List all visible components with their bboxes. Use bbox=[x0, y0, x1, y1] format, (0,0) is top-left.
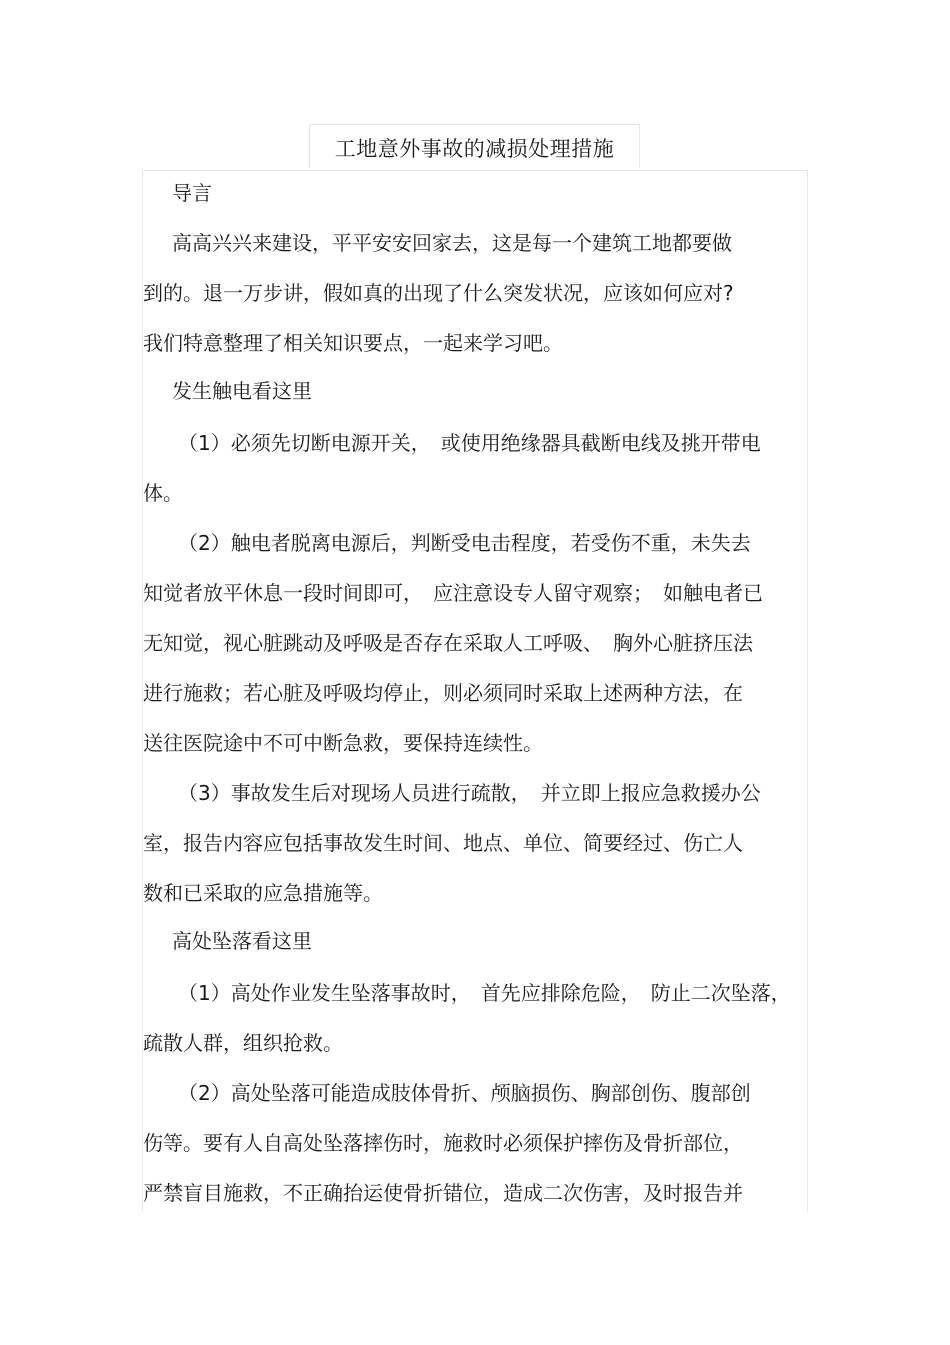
heading-electric-shock: 发生触电看这里 bbox=[172, 379, 312, 403]
paragraph-line: （2）触电者脱离电源后，判断受电击程度，若受伤不重，未失去 bbox=[178, 531, 751, 555]
heading-intro: 导言 bbox=[172, 181, 212, 205]
document-title: 工地意外事故的减损处理措施 bbox=[334, 137, 615, 161]
paragraph-line: 我们特意整理了相关知识要点，一起来学习吧。 bbox=[143, 331, 563, 355]
paragraph-line: 疏散人群，组织抢救。 bbox=[143, 1031, 343, 1055]
heading-fall-from-height: 高处坠落看这里 bbox=[172, 929, 312, 953]
paragraph-line: 数和已采取的应急措施等。 bbox=[143, 881, 383, 905]
paragraph-line: 伤等。要有人自高处坠落摔伤时，施救时必须保护摔伤及骨折部位， bbox=[143, 1131, 743, 1155]
paragraph-line: 知觉者放平休息一段时间即可， 应注意设专人留守观察； 如触电者已 bbox=[143, 581, 763, 605]
paragraph-line: （1）高处作业发生坠落事故时， 首先应排除危险， 防止二次坠落， bbox=[178, 981, 791, 1005]
paragraph-line: 到的。退一万步讲，假如真的出现了什么突发状况，应该如何应对? bbox=[143, 281, 734, 305]
paragraph-line: 室，报告内容应包括事故发生时间、地点、单位、简要经过、伤亡人 bbox=[143, 831, 743, 855]
title-box bbox=[309, 124, 640, 168]
paragraph-line: （1）必须先切断电源开关， 或使用绝缘器具截断电线及挑开带电 bbox=[178, 431, 761, 455]
paragraph-line: 进行施救；若心脏及呼吸均停止，则必须同时采取上述两种方法，在 bbox=[143, 681, 743, 705]
paragraph-line: 高高兴兴来建设，平平安安回家去，这是每一个建筑工地都要做 bbox=[172, 231, 732, 255]
paragraph-line: 严禁盲目施救，不正确抬运使骨折错位，造成二次伤害，及时报告并 bbox=[143, 1181, 743, 1205]
paragraph-line: （3）事故发生后对现场人员进行疏散， 并立即上报应急救援办公 bbox=[178, 781, 761, 805]
paragraph-line: （2）高处坠落可能造成肢体骨折、颅脑损伤、胸部创伤、腹部创 bbox=[178, 1081, 751, 1105]
paragraph-line: 无知觉，视心脏跳动及呼吸是否存在采取人工呼吸、 胸外心脏挤压法 bbox=[143, 631, 753, 655]
paragraph-line: 体。 bbox=[143, 481, 183, 505]
paragraph-line: 送往医院途中不可中断急救，要保持连续性。 bbox=[143, 731, 543, 755]
